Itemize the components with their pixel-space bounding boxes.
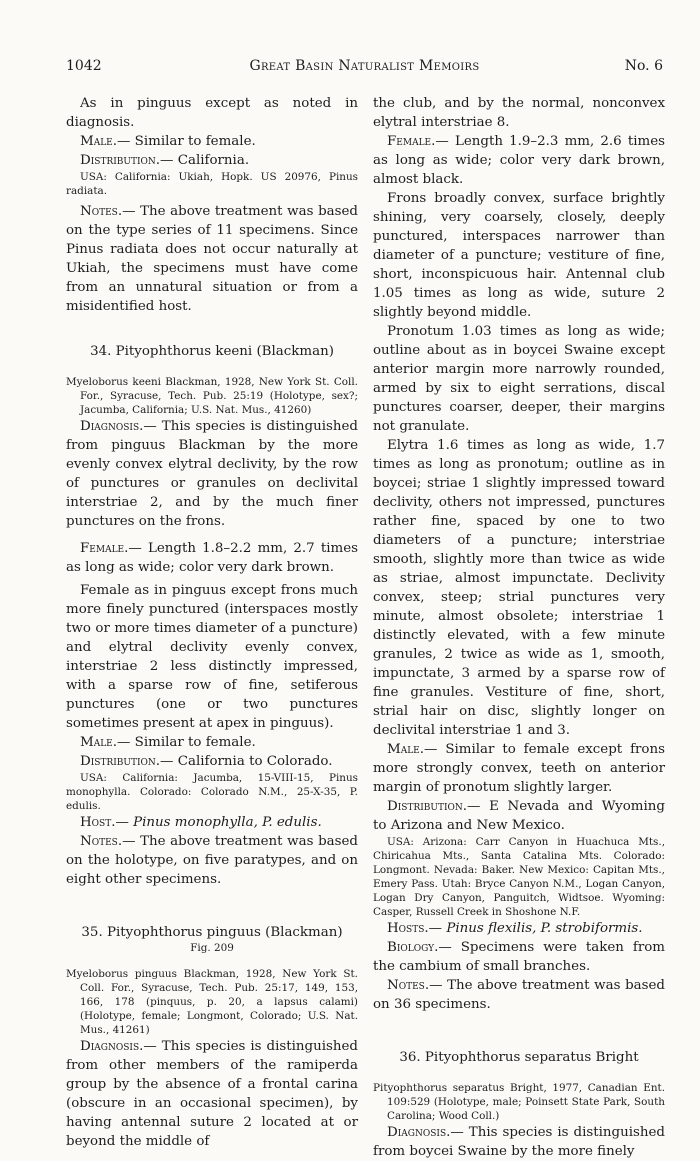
section-text: The above treatment was based on the type series of 11 specimens. Since Pinus radiata does not occur naturally at Ukiah, the specimens must have come from an unnatural situation or from a misidentified host. [66, 204, 358, 314]
section-label: Host.— [80, 815, 129, 830]
locality-list: USA: California: Ukiah, Hopk. US 20976, Pinus radiata. [66, 171, 358, 197]
synonymy: Myeloborus keeni Blackman, 1928, New York St. Coll. For., Syracuse, Tech. Pub. 25:19 (Holotype, sex?; Jacumba, California; U.S. Nat. Mus., 41260) [66, 376, 358, 416]
journal-title: Great Basin Naturalist Memoirs [249, 58, 480, 74]
female-section [373, 132, 665, 189]
section-label: Biology.— [387, 940, 452, 955]
male-section [373, 740, 665, 797]
section-label: Male.— [80, 134, 131, 149]
paragraph: As in pinguus except as noted in diagnosis. [66, 96, 358, 130]
section-label: Diagnosis.— [387, 1125, 464, 1140]
section-label: Distribution.— [387, 799, 481, 814]
section-label: Notes.— [387, 978, 443, 993]
species-heading: 36. Pityophthorus separatus Bright [399, 1050, 639, 1065]
section-label: Distribution.— [80, 153, 174, 168]
notes-section [373, 976, 665, 1014]
section-text: This species is distinguished from other members of the ramiperda group by the absence of a frontal carina (obscure in an occasional specimen), by having antennal suture 2 located at or beyond the middle of [66, 1039, 358, 1149]
section-text: This species is distinguished from pinguus Blackman by the more evenly convex elytral declivity, by the row of punctures or granules on declivital interstriae 2, and by the much finer punctures on the frons. [66, 419, 358, 529]
section-text: Similar to female. [134, 134, 256, 149]
section-text: California to Colorado. [177, 754, 333, 769]
host-section [66, 813, 358, 832]
distribution-section [66, 752, 358, 771]
section-text: Specimens were taken from the cambium of small branches. [373, 940, 665, 974]
section-text: Similar to female. [134, 735, 256, 750]
section-text: The above treatment was based on 36 specimens. [373, 978, 665, 1012]
notes-section [66, 202, 358, 316]
section-text: Length 1.8–2.2 mm, 2.7 times as long as wide; color very dark brown. [66, 541, 359, 575]
section-label: Female.— [80, 541, 142, 556]
page-header [66, 58, 663, 78]
female-section [66, 539, 358, 577]
paragraph: the club, and by the normal, nonconvex elytral interstriae 8. [373, 96, 665, 130]
distribution-section [373, 797, 665, 835]
section-text: Pinus monophylla, P. edulis. [133, 815, 322, 830]
synonymy: Myeloborus pinguus Blackman, 1928, New York St. Coll. For., Syracuse, Tech. Pub. 25:17, 149, 153, 166, 178 (pinquus, p. 20, a lapsus calami) (Holotype, female; Longmont, Colorado; U.S. Nat. Mus., 41261) [66, 968, 358, 1036]
section-text: Length 1.9–2.3 mm, 2.6 times as long as wide; color very dark brown, almost black. [373, 134, 666, 187]
section-text: E Nevada and Wyoming to Arizona and New Mexico. [373, 799, 665, 833]
notes-section [66, 832, 358, 889]
species-heading: 34. Pityophthorus keeni (Blackman) [90, 344, 334, 359]
diagnosis-section [66, 1037, 358, 1151]
section-label: Notes.— [80, 204, 136, 219]
locality-list: USA: Arizona: Carr Canyon in Huachuca Mts., Chiricahua Mts., Santa Catalina Mts. Colorado: Longmont. Nevada: Baker. New Mexico: Capitan Mts., Emery Pass. Utah: Bryce Canyon N.M., Logan Canyon, Logan Dry Canyon, Panguitch, Widtsoe. Wyoming: Casper, Russell Creek in Shoshone N.F. [373, 836, 665, 918]
male-section [66, 132, 358, 151]
distribution-section [66, 151, 358, 170]
diagnosis-section [66, 417, 358, 531]
biology-section [373, 938, 665, 976]
synonymy: Pityophthorus separatus Bright, 1977, Canadian Ent. 109:529 (Holotype, male; Poinsett State Park, South Carolina; Wood Coll.) [373, 1082, 665, 1122]
locality-list: USA: California: Jacumba, 15-VIII-15, Pinus monophylla. Colorado: Colorado N.M., 25-X-35, P. edulis. [66, 772, 358, 812]
section-label: Notes.— [80, 834, 136, 849]
species-heading: 35. Pityophthorus pinguus (Blackman) [81, 925, 343, 940]
left-column [66, 94, 358, 1151]
section-label: Diagnosis.— [80, 419, 157, 434]
section-text: The above treatment was based on the holotype, on five paratypes, and on eight other specimens. [66, 834, 358, 887]
section-label: Hosts.— [387, 921, 443, 936]
paragraph: Elytra 1.6 times as long as wide, 1.7 times as long as pronotum; outline as in boycei; striae 1 slightly impressed toward declivity, others not impressed, punctures rather fine, spaced by one to two diameters of a puncture; interstriae smooth, slightly more than twice as wide as striae, almost impunctate. Declivity convex, steep; strial punctures very minute, almost obsolete; interstriae 1 distinctly elevated, with a few minute granules, 2 twice as wide as 1, smooth, impunctate, 3 armed by a sparse row of fine granules. Vestiture of fine, short, strial hair on disc, slightly longer on declivital interstriae 1 and 3. [373, 438, 665, 738]
issue-number: No. 6 [624, 58, 663, 74]
section-text: This species is distinguished from boycei Swaine by the more finely [373, 1125, 665, 1159]
section-label: Male.— [387, 742, 438, 757]
paragraph: Female as in pinguus except frons much more finely punctured (interspaces mostly two or more times diameter of a puncture) and elytral declivity evenly convex, interstriae 2 less distinctly impressed, with a sparse row of fine, setiferous punctures (one or two punctures sometimes present at apex in pinguus). [66, 583, 358, 731]
page-number: 1042 [66, 58, 102, 74]
diagnosis-section [373, 1123, 665, 1161]
male-section [66, 733, 358, 752]
section-text: Similar to female except frons more strongly convex, teeth on anterior margin of pronotum slightly larger. [373, 742, 665, 795]
hosts-section [373, 919, 665, 938]
section-label: Female.— [387, 134, 449, 149]
paragraph: Pronotum 1.03 times as long as wide; outline about as in boycei Swaine except anterior margin more narrowly rounded, armed by six to eight serrations, discal punctures coarser, deeper, their margins not granulate. [373, 324, 665, 434]
section-text: California. [177, 153, 250, 168]
paragraph: Frons broadly convex, surface brightly shining, very coarsely, closely, deeply punctured, interspaces narrower than diameter of a puncture; vestiture of fine, short, inconspicuous hair. Antennal club 1.05 times as long as wide, suture 2 slightly beyond middle. [373, 191, 665, 320]
section-label: Male.— [80, 735, 131, 750]
section-text: Pinus flexilis, P. strobiformis. [446, 921, 643, 936]
figure-reference: Fig. 209 [190, 942, 234, 954]
right-column [373, 94, 665, 1161]
section-label: Distribution.— [80, 754, 174, 769]
section-label: Diagnosis.— [80, 1039, 157, 1054]
